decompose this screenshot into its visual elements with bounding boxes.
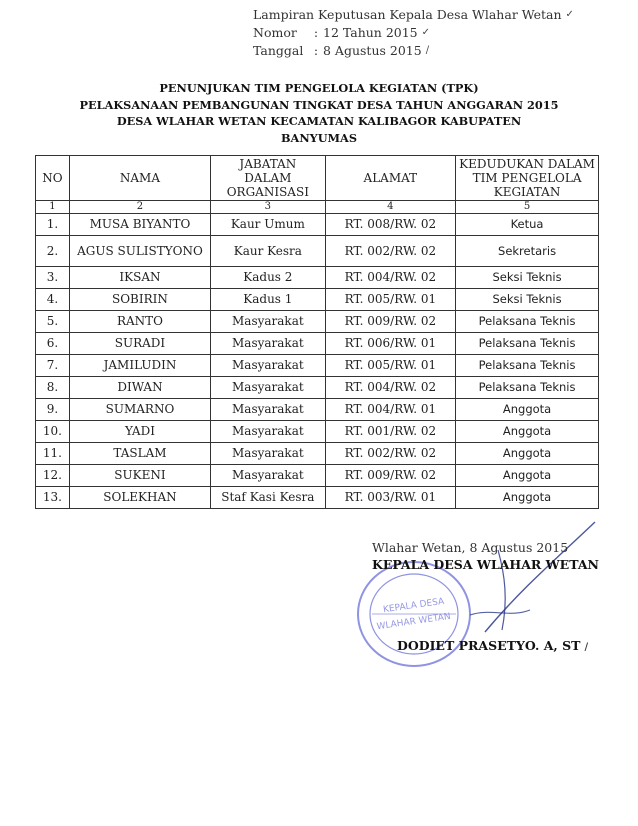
table-row bbox=[36, 465, 599, 487]
cell-jabatan: Masyarakat bbox=[211, 421, 325, 443]
cell-alamat: RT. 002/RW. 02 bbox=[325, 236, 456, 267]
tanggal-label: Tanggal bbox=[253, 43, 304, 58]
check-mark-icon: / bbox=[584, 642, 589, 653]
column-number: 4 bbox=[325, 201, 456, 214]
cell-no: 11. bbox=[36, 443, 70, 465]
cell-alamat: RT. 005/RW. 01 bbox=[325, 289, 456, 311]
table-row bbox=[36, 421, 599, 443]
table-row bbox=[36, 355, 599, 377]
cell-jabatan: Kadus 1 bbox=[211, 289, 325, 311]
cell-nama: SOLEKHAN bbox=[69, 487, 210, 509]
header-nama: NAMA bbox=[69, 156, 210, 201]
cell-jabatan: Staf Kasi Kesra bbox=[211, 487, 325, 509]
cell-alamat: RT. 002/RW. 02 bbox=[325, 443, 456, 465]
cell-alamat: RT. 004/RW. 01 bbox=[325, 399, 456, 421]
title-line-2: PELAKSANAAN PEMBANGUNAN TINGKAT DESA TAHUN ANGGARAN 2015 bbox=[79, 97, 559, 112]
reference-title: Lampiran Keputusan Kepala Desa Wlahar Wetan bbox=[253, 7, 562, 22]
cell-jabatan: Masyarakat bbox=[211, 377, 325, 399]
cell-alamat: RT. 004/RW. 02 bbox=[325, 377, 456, 399]
table-row bbox=[36, 214, 599, 236]
colon: : bbox=[313, 43, 319, 58]
svg-text:WLAHAR WETAN: WLAHAR WETAN bbox=[376, 611, 452, 633]
table-column-number-row bbox=[36, 201, 599, 214]
cell-kedudukan: Anggota bbox=[456, 443, 599, 465]
table-row bbox=[36, 333, 599, 355]
cell-nama: RANTO bbox=[69, 311, 210, 333]
table-row bbox=[36, 289, 599, 311]
cell-no: 1. bbox=[36, 214, 70, 236]
cell-jabatan: Masyarakat bbox=[211, 355, 325, 377]
title-line-4: BANYUMAS bbox=[281, 130, 357, 145]
table-row bbox=[36, 377, 599, 399]
signature-place-date: Wlahar Wetan, 8 Agustus 2015 bbox=[372, 540, 569, 555]
check-mark-icon: / bbox=[425, 45, 430, 56]
signatory-name-text: DODIET PRASETYO. A, ST bbox=[397, 638, 581, 653]
cell-kedudukan: Pelaksana Teknis bbox=[456, 311, 599, 333]
cell-no: 13. bbox=[36, 487, 70, 509]
cell-kedudukan: Seksi Teknis bbox=[456, 289, 599, 311]
check-mark-icon: ✓ bbox=[565, 9, 574, 20]
cell-alamat: RT. 001/RW. 02 bbox=[325, 421, 456, 443]
cell-jabatan: Masyarakat bbox=[211, 311, 325, 333]
cell-jabatan: Masyarakat bbox=[211, 333, 325, 355]
header-alamat: ALAMAT bbox=[325, 156, 456, 201]
cell-kedudukan: Ketua bbox=[456, 214, 599, 236]
table-header-row bbox=[36, 156, 599, 201]
cell-nama: SOBIRIN bbox=[69, 289, 210, 311]
cell-nama: YADI bbox=[69, 421, 210, 443]
cell-kedudukan: Anggota bbox=[456, 421, 599, 443]
cell-kedudukan: Seksi Teknis bbox=[456, 267, 599, 289]
header-kedudukan: KEDUDUKAN DALAM TIM PENGELOLA KEGIATAN bbox=[456, 156, 599, 201]
title-line-1: PENUNJUKAN TIM PENGELOLA KEGIATAN (TPK) bbox=[159, 81, 479, 95]
cell-kedudukan: Pelaksana Teknis bbox=[456, 333, 599, 355]
signature-block bbox=[372, 540, 599, 653]
cell-no: 4. bbox=[36, 289, 70, 311]
cell-alamat: RT. 009/RW. 02 bbox=[325, 465, 456, 487]
table-row bbox=[36, 311, 599, 333]
tanggal-row bbox=[253, 42, 574, 60]
cell-no: 10. bbox=[36, 421, 70, 443]
cell-no: 2. bbox=[36, 236, 70, 267]
cell-nama: MUSA BIYANTO bbox=[69, 214, 210, 236]
cell-kedudukan: Anggota bbox=[456, 487, 599, 509]
cell-alamat: RT. 005/RW. 01 bbox=[325, 355, 456, 377]
column-number: 2 bbox=[69, 201, 210, 214]
cell-no: 3. bbox=[36, 267, 70, 289]
signature-position: KEPALA DESA WLAHAR WETAN bbox=[372, 557, 599, 572]
nomor-row bbox=[253, 24, 574, 42]
cell-alamat: RT. 003/RW. 01 bbox=[325, 487, 456, 509]
colon: : bbox=[313, 25, 319, 40]
column-number: 3 bbox=[211, 201, 325, 214]
header-reference bbox=[253, 6, 574, 60]
cell-kedudukan: Pelaksana Teknis bbox=[456, 377, 599, 399]
cell-jabatan: Masyarakat bbox=[211, 399, 325, 421]
cell-no: 6. bbox=[36, 333, 70, 355]
nomor-value: 12 Tahun 2015 bbox=[323, 25, 418, 40]
header-no: NO bbox=[36, 156, 70, 201]
svg-text:KEPALA DESA: KEPALA DESA bbox=[382, 596, 445, 616]
column-number: 1 bbox=[36, 201, 70, 214]
cell-nama: DIWAN bbox=[69, 377, 210, 399]
document-title bbox=[0, 80, 638, 146]
cell-no: 12. bbox=[36, 465, 70, 487]
table-row bbox=[36, 487, 599, 509]
cell-no: 5. bbox=[36, 311, 70, 333]
cell-nama: TASLAM bbox=[69, 443, 210, 465]
column-number: 5 bbox=[456, 201, 599, 214]
cell-nama: SUKENI bbox=[69, 465, 210, 487]
cell-jabatan: Masyarakat bbox=[211, 443, 325, 465]
cell-jabatan: Kaur Kesra bbox=[211, 236, 325, 267]
cell-nama: SUMARNO bbox=[69, 399, 210, 421]
check-mark-icon: ✓ bbox=[421, 27, 431, 38]
cell-jabatan: Masyarakat bbox=[211, 465, 325, 487]
cell-nama: SURADI bbox=[69, 333, 210, 355]
cell-no: 8. bbox=[36, 377, 70, 399]
table-row bbox=[36, 399, 599, 421]
cell-nama: AGUS SULISTYONO bbox=[69, 236, 210, 267]
header-jabatan: JABATAN DALAM ORGANISASI bbox=[211, 156, 325, 201]
signatory-name bbox=[397, 638, 588, 653]
cell-kedudukan: Anggota bbox=[456, 465, 599, 487]
table-row bbox=[36, 236, 599, 267]
handwritten-signature bbox=[380, 520, 620, 640]
tpk-member-table bbox=[35, 155, 599, 509]
cell-kedudukan: Anggota bbox=[456, 399, 599, 421]
nomor-label: Nomor bbox=[253, 25, 297, 40]
cell-alamat: RT. 009/RW. 02 bbox=[325, 311, 456, 333]
title-line-3: DESA WLAHAR WETAN KECAMATAN KALIBAGOR KABUPATEN bbox=[116, 114, 522, 128]
cell-kedudukan: Sekretaris bbox=[456, 236, 599, 267]
tanggal-value: 8 Agustus 2015 bbox=[323, 43, 422, 58]
table-row bbox=[36, 443, 599, 465]
cell-jabatan: Kaur Umum bbox=[211, 214, 325, 236]
cell-nama: JAMILUDIN bbox=[69, 355, 210, 377]
cell-nama: IKSAN bbox=[69, 267, 210, 289]
cell-no: 7. bbox=[36, 355, 70, 377]
cell-no: 9. bbox=[36, 399, 70, 421]
table-row bbox=[36, 267, 599, 289]
cell-alamat: RT. 006/RW. 01 bbox=[325, 333, 456, 355]
cell-kedudukan: Pelaksana Teknis bbox=[456, 355, 599, 377]
cell-jabatan: Kadus 2 bbox=[211, 267, 325, 289]
cell-alamat: RT. 008/RW. 02 bbox=[325, 214, 456, 236]
table-body bbox=[36, 214, 599, 509]
cell-alamat: RT. 004/RW. 02 bbox=[325, 267, 456, 289]
reference-line bbox=[253, 6, 574, 24]
